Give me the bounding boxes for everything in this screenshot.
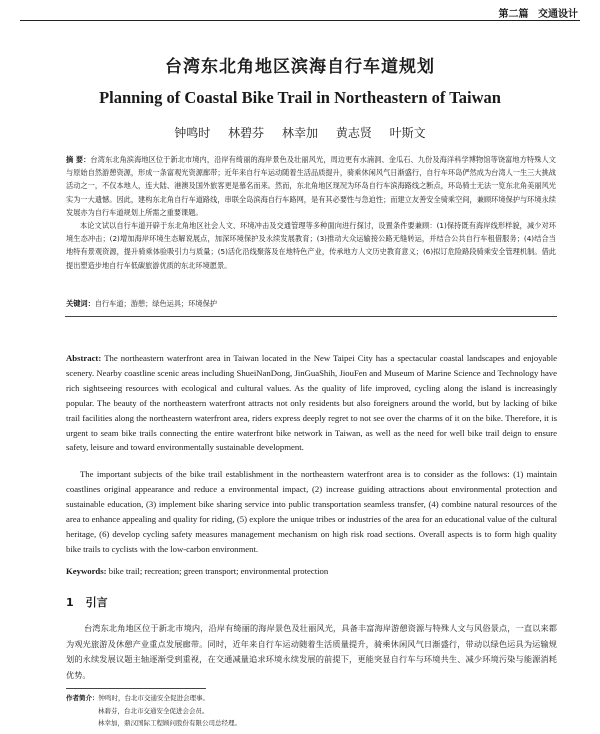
abstract-zh-paragraph-2: 本论文试以自行车道开辟于东北角地区社会人文、环境冲击及交通管理等多种面向进行探讨，设置条件要兼顾：(1)保持既有海岸线形样貌，减少对环境生态冲击；(2)增加海岸环境生态解说展点，加深环境保护及永续发展教育；(3)推动大众运输接公路无缝转运，并结合公共自行车租借服务；(4)结合当地特有景观资源，提升骑乘体验吸引力与质量；(5)活化沿线聚落及在地特色产业，传承地方人文历史教育意义；(6)拟订危险路段骑乘安全管理机制。借此提出塑造步地自行车低碳旅游优质的东北环境愿景。 <box>66 221 556 270</box>
keywords-zh-label: 关键词： <box>66 299 95 308</box>
author-footnotes <box>66 692 557 730</box>
author-list <box>0 124 600 141</box>
author: 林幸加 <box>281 126 318 140</box>
abstract-zh-text-1: 台湾东北角滨海地区位于新北市境内，沿岸有绮丽的海岸景色及壮丽风光，周边更有水湳洞、金瓜石、九份及海洋科学博物馆等饶富地方特殊人文与原始自然游憩资源，形成一条富观光资源廊带；近年来自行车运动随着生活品质提升，骑乘休闲风气日渐盛行，自行车环岛俨然成为台湾人一生三大挑战活动之一，不仅本地人，连大陆、港澳及国外旅客更是慕名而来。然而，东北角地区现况为环岛自行车滨海路线之断点，环岛骑士无法一览东北角美丽风光实为一大遗憾。因此，建构东北角自行车道路线，串联全岛滨海自行车路网，是有其必要性与急迫性；而建立友善安全骑乘空间，兼顾环境保护与环境永续发展亦为自行车道规划上所需之重要课题。 <box>66 155 556 217</box>
abstract-en-label: Abstract: <box>66 353 102 363</box>
section-number: 1 <box>66 596 74 609</box>
header-rule <box>20 20 580 21</box>
author: 钟鸣时 <box>174 126 211 140</box>
footnote-line <box>66 717 557 730</box>
author: 黄志贤 <box>335 126 372 140</box>
abstract-zh-paragraph-1 <box>66 153 556 219</box>
keywords-en-label: Keywords: <box>66 566 107 576</box>
author: 林碧芬 <box>228 126 265 140</box>
footnote-text: 钟鸣时，台北市交通安全促进会理事。 <box>98 694 209 702</box>
abstract-en-text-1: The northeastern waterfront area in Taiwan located in the New Taipei City has a spectacular coastal landscapes and enjoyable scenery. Nearby coastline scenic areas including ShueiNanDong, JinGuaShih, JiouFen and Museum of Marine Science and Technology have rich sightseeing resources with ecological and cultural values. As the quality of life improved, cycling along the island is increasingly popular. The beauty of the northeastern waterfront attracts not only residents but also foreigners around the world, but by lacking of bike trail facilities along the northeastern waterfront area, riders express deeply regret to not see over the charms of it on the bike. Therefore, it is urgent to seam bike trails connecting the entire waterfront bike network in Taiwan, as well as the need for well bike trail deign to ensure safety, leisure and toward environmentally sustainable development. <box>66 353 557 453</box>
footnote-line <box>66 692 557 705</box>
keywords-zh-text: 自行车道；游憩；绿色运具；环境保护 <box>94 299 217 308</box>
abstract-zh-label: 摘 要： <box>66 155 91 164</box>
footnote-line <box>66 705 557 718</box>
footnote-label: 作者简介： <box>66 694 99 702</box>
keywords-en <box>66 564 557 579</box>
author: 叶斯文 <box>389 126 426 140</box>
running-head <box>493 5 578 20</box>
running-head-chapter: 第二篇 <box>498 9 529 20</box>
title-english: Planning of Coastal Bike Trail in Northeastern of Taiwan <box>99 88 501 107</box>
abstract-en-paragraph-1 <box>66 351 557 455</box>
running-head-section: 交通设计 <box>538 9 578 20</box>
keywords-en-text: bike trail; recreation; green transport; environmental protection <box>108 566 329 576</box>
keywords-zh <box>66 297 556 310</box>
footnote-text: 林碧芬，台北市交通安全促进会会员。 <box>98 706 209 715</box>
introduction-paragraph: 台湾东北角地区位于新北市境内，沿岸有绮丽的海岸景色及壮丽风光，具备丰富海岸游憩资源与特殊人文与风俗景点，一直以来都为观光旅游及休憩产业重点发展廊带。同时，近年来自行车运动随着生活质量提升，骑乘休闲风气日渐盛行，带动以绿色运具为运输规划的永续发展议题主轴逐渐受到重视，在交通减量追求环境永续发展的前提下，更能突显自行车与环境共生、减少环境污染与能源消耗优势。 <box>66 623 557 680</box>
footnote-rule <box>66 688 206 689</box>
abstract-en-paragraph-2: The important subjects of the bike trail establishment in the northeastern waterfront area is to consider as the follows: (1) maintain coastlines original appearance and reduce a environmental impact, (2) increase guiding attractions about environmental protection and sustainable education, (3) implement bike sharing service into public transportation seamless transfer, (4) combine natural resources of the area to enhance appealing and quality for riding, (5) explore the unique tribes or industries of the area for an educational value of the cultural heritage, (6) develop cycling safety measures management mechanism on high risk road sections. Overall aspects is to form high quality bike trails to cyclists with the low-carbon environment. <box>66 469 557 554</box>
section-heading-introduction <box>66 594 108 610</box>
section-title: 引言 <box>85 596 108 609</box>
footnote-text: 林幸加，鼎汉国际工程顾问股份有限公司总经理。 <box>98 719 241 727</box>
title-chinese: 台湾东北角地区滨海自行车道规划 <box>165 57 435 77</box>
abstract-separator <box>65 316 557 317</box>
